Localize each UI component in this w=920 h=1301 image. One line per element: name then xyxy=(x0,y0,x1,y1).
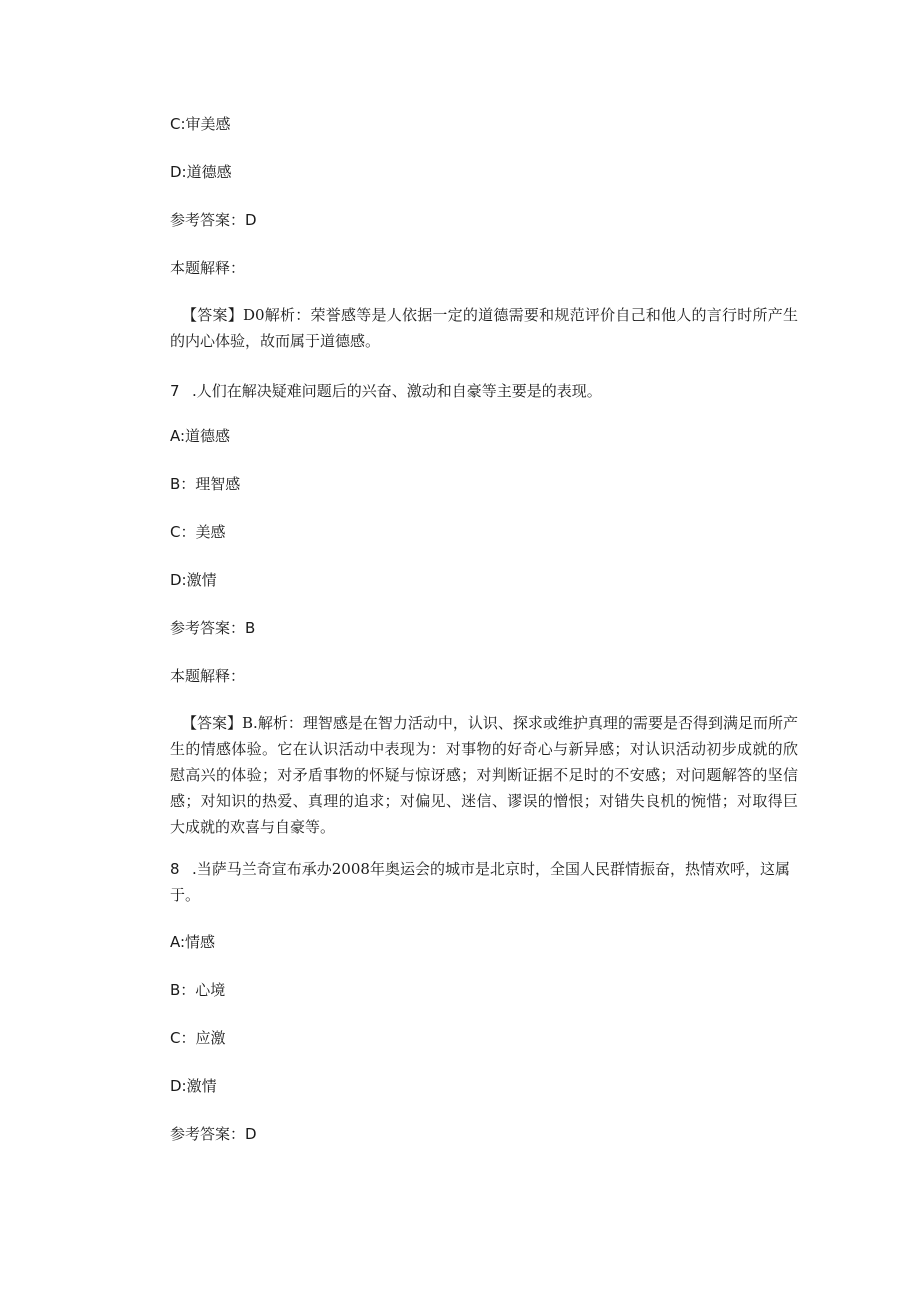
question-number: 8 xyxy=(170,860,180,878)
question-7 xyxy=(170,378,798,404)
question-number: 7 xyxy=(170,382,180,400)
option-d: D:激情 xyxy=(170,571,217,589)
option-c: C：应激 xyxy=(170,1029,226,1047)
reference-answer: 参考答案：D xyxy=(170,1125,257,1143)
explanation-label: 本题解释： xyxy=(170,667,246,685)
option-c: C：美感 xyxy=(170,523,226,541)
option-a: A:道德感 xyxy=(170,427,231,445)
question-text: .当萨马兰奇宣布承办2008年奥运会的城市是北京时，全国人民群情振奋，热情欢呼，这属于。 xyxy=(170,860,790,904)
explanation-text: 【答案】D0解析：荣誉感等是人依据一定的道德需要和规范评价自己和他人的言行时所产生的内心体验，故而属于道德感。 xyxy=(170,306,798,350)
option-b: B：理智感 xyxy=(170,475,241,493)
question-text: .人们在解决疑难问题后的兴奋、激动和自豪等主要是的表现。 xyxy=(192,382,602,400)
option-d: D:道德感 xyxy=(170,163,232,181)
question-8 xyxy=(170,856,798,908)
explanation-label: 本题解释： xyxy=(170,259,246,277)
option-a: A:情感 xyxy=(170,933,216,951)
option-b: B：心境 xyxy=(170,981,226,999)
option-c: C:审美感 xyxy=(170,115,231,133)
reference-answer: 参考答案：D xyxy=(170,211,257,229)
reference-answer: 参考答案：B xyxy=(170,619,256,637)
option-d: D:激情 xyxy=(170,1077,217,1095)
explanation-text: 【答案】B.解析：理智感是在智力活动中，认识、探求或维护真理的需要是否得到满足而所产生的情感体验。它在认识活动中表现为：对事物的好奇心与新异感；对认识活动初步成就的欣慰高兴的体验；对矛盾事物的怀疑与惊讶感；对判断证据不足时的不安感；对问题解答的坚信感；对知识的热爱、真理的追求；对偏见、迷信、谬误的憎恨；对错失良机的惋惜；对取得巨大成就的欢喜与自豪等。 xyxy=(170,714,798,836)
